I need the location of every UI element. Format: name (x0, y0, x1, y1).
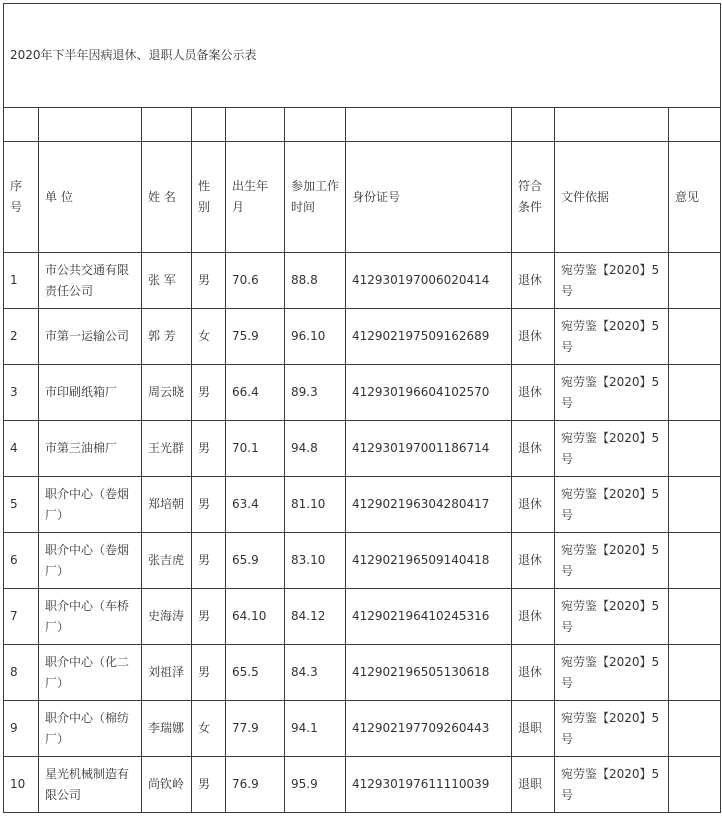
cell-name: 王光群 (142, 421, 192, 477)
cell-name: 周云晓 (142, 365, 192, 421)
cell-opinion (669, 477, 721, 533)
cell-birth: 63.4 (226, 477, 285, 533)
cell-id-number: 412930197001186714 (346, 421, 512, 477)
cell-basis: 宛劳鉴【2020】5号 (555, 365, 669, 421)
cell-condition: 退休 (512, 645, 555, 701)
cell-work-start: 95.9 (285, 757, 346, 813)
cell-birth: 66.4 (226, 365, 285, 421)
table-title: 2020年下半年因病退休、退职人员备案公示表 (4, 4, 721, 108)
blank-cell (142, 108, 192, 142)
cell-condition: 退职 (512, 757, 555, 813)
cell-opinion (669, 757, 721, 813)
cell-condition: 退休 (512, 589, 555, 645)
header-birth: 出生年月 (226, 142, 285, 253)
cell-gender: 女 (192, 309, 226, 365)
blank-cell (512, 108, 555, 142)
cell-birth: 75.9 (226, 309, 285, 365)
header-id-number: 身份证号 (346, 142, 512, 253)
header-condition: 符合条件 (512, 142, 555, 253)
cell-id-number: 412930197611110039 (346, 757, 512, 813)
cell-basis: 宛劳鉴【2020】5号 (555, 253, 669, 309)
cell-condition: 退休 (512, 309, 555, 365)
cell-unit: 星光机械制造有限公司 (39, 757, 142, 813)
cell-name: 郭 芳 (142, 309, 192, 365)
cell-birth: 64.10 (226, 589, 285, 645)
cell-seq: 8 (4, 645, 39, 701)
cell-name: 张吉虎 (142, 533, 192, 589)
cell-id-number: 412902196304280417 (346, 477, 512, 533)
cell-work-start: 94.1 (285, 701, 346, 757)
cell-birth: 65.5 (226, 645, 285, 701)
cell-gender: 男 (192, 589, 226, 645)
retirement-table (3, 3, 721, 813)
header-name: 姓 名 (142, 142, 192, 253)
cell-birth: 65.9 (226, 533, 285, 589)
blank-cell (226, 108, 285, 142)
cell-seq: 4 (4, 421, 39, 477)
cell-condition: 退休 (512, 253, 555, 309)
cell-opinion (669, 645, 721, 701)
cell-birth: 76.9 (226, 757, 285, 813)
table-row (4, 701, 721, 757)
cell-gender: 男 (192, 645, 226, 701)
cell-unit: 市第三油棉厂 (39, 421, 142, 477)
cell-work-start: 96.10 (285, 309, 346, 365)
header-basis: 文件依据 (555, 142, 669, 253)
cell-gender: 男 (192, 365, 226, 421)
blank-cell (669, 108, 721, 142)
cell-name: 张 军 (142, 253, 192, 309)
cell-basis: 宛劳鉴【2020】5号 (555, 701, 669, 757)
cell-birth: 70.6 (226, 253, 285, 309)
blank-cell (285, 108, 346, 142)
blank-cell (555, 108, 669, 142)
cell-name: 郑培朝 (142, 477, 192, 533)
cell-work-start: 84.3 (285, 645, 346, 701)
cell-seq: 7 (4, 589, 39, 645)
cell-basis: 宛劳鉴【2020】5号 (555, 477, 669, 533)
cell-name: 刘祖泽 (142, 645, 192, 701)
cell-birth: 77.9 (226, 701, 285, 757)
table-row (4, 477, 721, 533)
cell-id-number: 412902196509140418 (346, 533, 512, 589)
header-gender: 性别 (192, 142, 226, 253)
cell-condition: 退职 (512, 701, 555, 757)
cell-gender: 男 (192, 757, 226, 813)
title-row (4, 4, 721, 108)
table-row (4, 757, 721, 813)
blank-cell (4, 108, 39, 142)
table-row (4, 533, 721, 589)
blank-cell (346, 108, 512, 142)
cell-opinion (669, 309, 721, 365)
cell-gender: 女 (192, 701, 226, 757)
cell-birth: 70.1 (226, 421, 285, 477)
cell-work-start: 84.12 (285, 589, 346, 645)
cell-id-number: 412902197509162689 (346, 309, 512, 365)
cell-id-number: 412902196505130618 (346, 645, 512, 701)
cell-unit: 职介中心（车桥厂） (39, 589, 142, 645)
cell-seq: 9 (4, 701, 39, 757)
cell-condition: 退休 (512, 533, 555, 589)
cell-gender: 男 (192, 477, 226, 533)
cell-basis: 宛劳鉴【2020】5号 (555, 757, 669, 813)
blank-cell (192, 108, 226, 142)
cell-unit: 市印刷纸箱厂 (39, 365, 142, 421)
cell-gender: 男 (192, 533, 226, 589)
blank-cell (39, 108, 142, 142)
cell-gender: 男 (192, 421, 226, 477)
cell-opinion (669, 421, 721, 477)
cell-condition: 退休 (512, 421, 555, 477)
header-work-start: 参加工作时间 (285, 142, 346, 253)
cell-id-number: 412930197006020414 (346, 253, 512, 309)
cell-name: 尚钦岭 (142, 757, 192, 813)
cell-unit: 市公共交通有限责任公司 (39, 253, 142, 309)
cell-id-number: 412902196410245316 (346, 589, 512, 645)
cell-seq: 3 (4, 365, 39, 421)
cell-seq: 6 (4, 533, 39, 589)
cell-name: 李瑞娜 (142, 701, 192, 757)
cell-opinion (669, 533, 721, 589)
cell-opinion (669, 253, 721, 309)
table-row (4, 645, 721, 701)
cell-basis: 宛劳鉴【2020】5号 (555, 589, 669, 645)
cell-seq: 10 (4, 757, 39, 813)
table-row (4, 589, 721, 645)
cell-unit: 市第一运输公司 (39, 309, 142, 365)
table-row (4, 309, 721, 365)
header-row (4, 142, 721, 253)
cell-opinion (669, 701, 721, 757)
table-row (4, 421, 721, 477)
cell-opinion (669, 365, 721, 421)
cell-id-number: 412902197709260443 (346, 701, 512, 757)
cell-unit: 职介中心（棉纺厂） (39, 701, 142, 757)
cell-seq: 2 (4, 309, 39, 365)
cell-basis: 宛劳鉴【2020】5号 (555, 533, 669, 589)
cell-work-start: 89.3 (285, 365, 346, 421)
cell-basis: 宛劳鉴【2020】5号 (555, 421, 669, 477)
cell-work-start: 83.10 (285, 533, 346, 589)
cell-id-number: 412930196604102570 (346, 365, 512, 421)
cell-condition: 退休 (512, 477, 555, 533)
cell-gender: 男 (192, 253, 226, 309)
cell-work-start: 81.10 (285, 477, 346, 533)
header-unit: 单 位 (39, 142, 142, 253)
cell-opinion (669, 589, 721, 645)
blank-row (4, 108, 721, 142)
cell-name: 史海涛 (142, 589, 192, 645)
cell-unit: 职介中心（卷烟厂） (39, 533, 142, 589)
cell-basis: 宛劳鉴【2020】5号 (555, 309, 669, 365)
cell-seq: 5 (4, 477, 39, 533)
cell-seq: 1 (4, 253, 39, 309)
header-seq: 序号 (4, 142, 39, 253)
table-row (4, 365, 721, 421)
cell-condition: 退休 (512, 365, 555, 421)
cell-work-start: 94.8 (285, 421, 346, 477)
cell-work-start: 88.8 (285, 253, 346, 309)
cell-basis: 宛劳鉴【2020】5号 (555, 645, 669, 701)
cell-unit: 职介中心（化二厂） (39, 645, 142, 701)
table-row (4, 253, 721, 309)
header-opinion: 意见 (669, 142, 721, 253)
cell-unit: 职介中心（卷烟厂） (39, 477, 142, 533)
